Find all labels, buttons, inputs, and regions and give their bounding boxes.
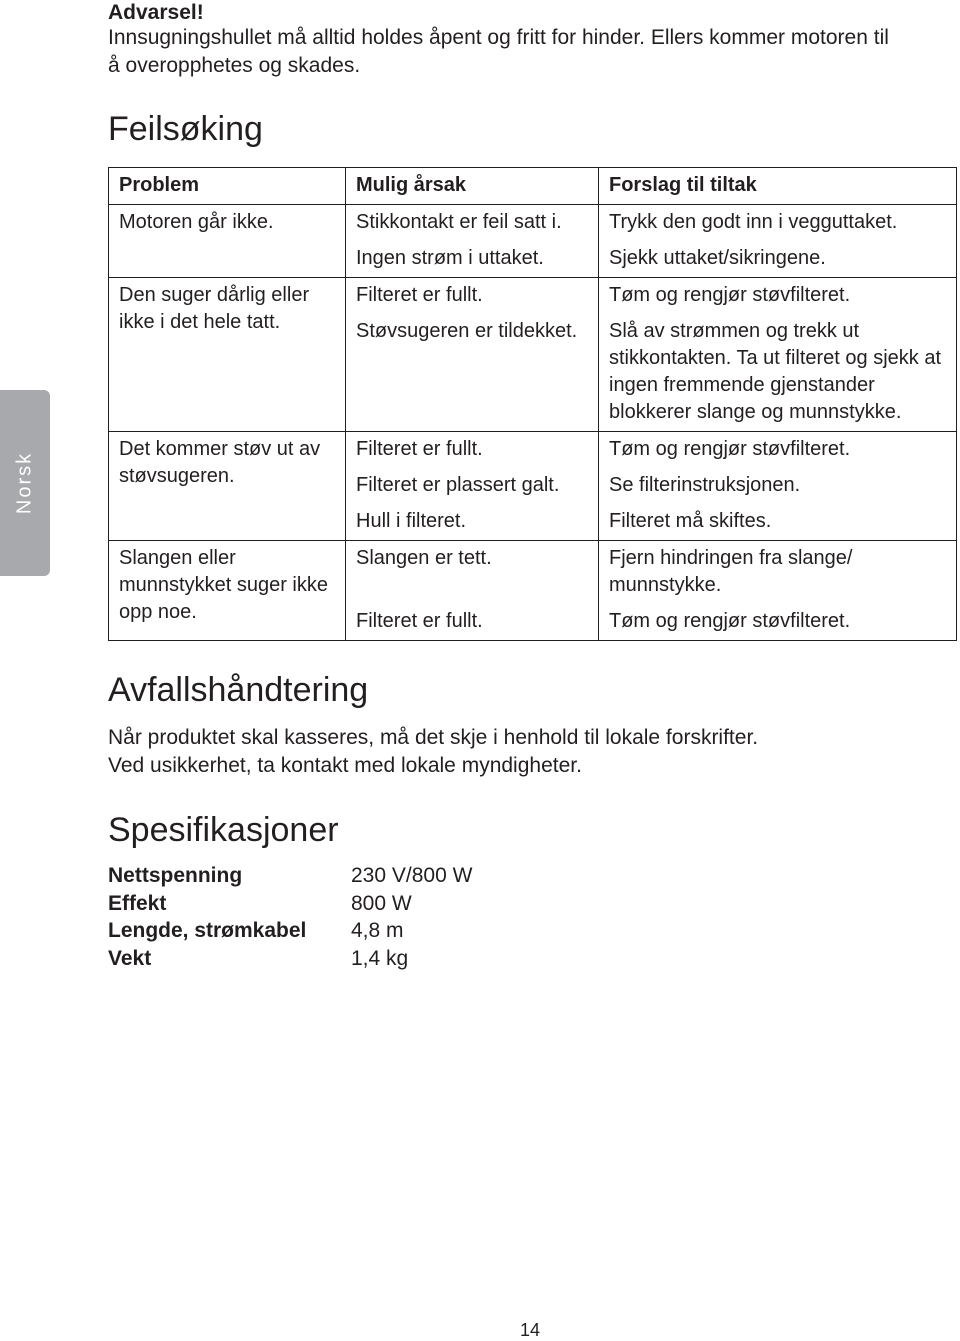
troubleshooting-heading: Feilsøking [108,110,263,148]
warning-line: å overopphetes og skades. [108,54,361,77]
spec-label: Lengde, strømkabel [108,919,307,942]
action-cell: Tøm og rengjør støvfilteret. [599,604,957,641]
page-number: 14 [519,1320,541,1340]
disposal-text [108,724,758,780]
table-row [109,541,957,605]
action-cell: Tøm og rengjør støvfilteret. [599,278,957,315]
cause-cell: Filteret er plassert galt. [346,468,599,504]
spec-value: 230 V/800 W [351,864,473,887]
problem-cell: Den suger dårlig eller ikke i det hele tatt. [109,278,346,432]
action-cell: Fjern hindringen fra slange/ munnstykke. [599,541,957,605]
warning-text [108,24,948,80]
spec-value: 4,8 m [351,919,404,942]
spec-value: 800 W [351,891,412,915]
problem-cell: Slangen eller munnstykket suger ikke opp noe. [109,541,346,641]
cause-cell: Hull i filteret. [346,504,599,541]
table-row [109,278,957,315]
specifications-list [108,862,472,972]
action-cell: Trykk den godt inn i vegguttaket. [599,205,957,242]
table-row [109,205,957,242]
action-cell: Slå av strømmen og trekk ut stikkontakten. Ta ut filteret og sjekk at ingen fremmende gjenstander blokkerer slange og munnstykke. [599,314,957,432]
troubleshooting-table [108,167,957,641]
action-cell: Sjekk uttaket/sikringene. [599,241,957,278]
spec-row [108,890,472,918]
cause-cell: Ingen strøm i uttaket. [346,241,599,278]
specifications-heading: Spesifikasjoner [108,811,339,849]
spec-label: Nettspenning [108,864,243,887]
warning-line: Innsugningshullet må alltid holdes åpent og fritt for hinder. Ellers kommer motoren til [108,26,889,49]
disposal-line: Når produktet skal kasseres, må det skje i henhold til lokale forskrifter. [108,726,759,749]
cause-cell: Stikkontakt er feil satt i. [346,205,599,242]
cause-cell: Støvsugeren er tildekket. [346,314,599,432]
cause-cell: Filteret er fullt. [346,432,599,469]
problem-cell: Motoren går ikke. [109,205,346,278]
cause-cell: Filteret er fullt. [346,604,599,641]
header-problem: Problem [109,168,346,205]
table-header-row [109,168,957,205]
header-cause: Mulig årsak [346,168,599,205]
table-row [109,432,957,469]
spec-row [108,945,472,973]
problem-cell: Det kommer støv ut av støvsugeren. [109,432,346,541]
spec-label: Effekt [108,891,167,915]
action-cell: Se filterinstruksjonen. [599,468,957,504]
cause-cell: Filteret er fullt. [346,278,599,315]
header-action: Forslag til tiltak [599,168,957,205]
table-body [109,205,957,641]
spec-label: Vekt [108,946,152,970]
disposal-line: Ved usikkerhet, ta kontakt med lokale myndigheter. [108,754,582,777]
spec-row [108,862,472,890]
cause-cell: Slangen er tett. [346,541,599,605]
action-cell: Tøm og rengjør støvfilteret. [599,432,957,469]
action-cell: Filteret må skiftes. [599,504,957,541]
language-side-tab [0,390,50,576]
disposal-heading: Avfallshåndtering [108,671,369,709]
warning-title: Advarsel! [108,1,204,24]
language-label: Norsk [13,451,36,515]
spec-value: 1,4 kg [351,946,409,970]
spec-row [108,917,472,945]
